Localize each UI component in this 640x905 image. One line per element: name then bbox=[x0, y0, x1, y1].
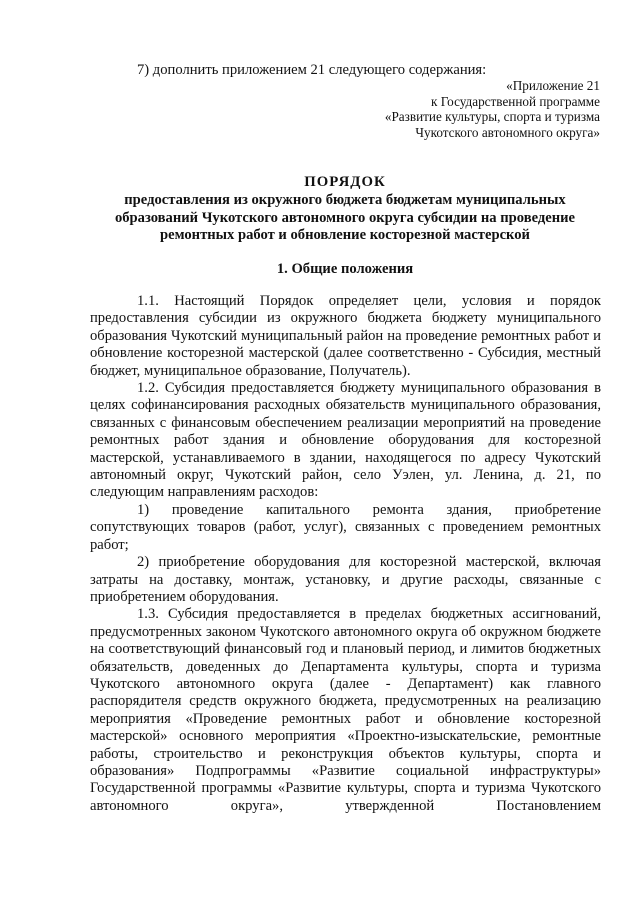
appendix-line: к Государственной программе bbox=[430, 93, 600, 109]
title-subtitle bbox=[90, 192, 600, 244]
title-main: ПОРЯДОК bbox=[304, 174, 386, 190]
title-sub-line: предоставления из окружного бюджета бюджетам муниципальных bbox=[124, 192, 566, 209]
intro-line: 7) дополнить приложением 21 следующего содержания: bbox=[137, 62, 487, 78]
list-item-2: 2) приобретение оборудования для косторезной мастерской, включая затраты на доставку, монтаж, установку, и другие расходы, связанные с приобретением оборудования. bbox=[90, 554, 601, 605]
appendix-line: «Развитие культуры, спорта и туризма bbox=[384, 109, 600, 125]
title-sub-line: образований Чукотского автономного округа субсидии на проведение bbox=[114, 209, 576, 226]
paragraph-1-2: 1.2. Субсидия предоставляется бюджету муниципального образования в целях софинансирования расходных обязательств муниципального образования, связанных с финансовым обеспечением реализации мероприятий на проведение ремонтных работ здания и обновление оборудования для косторезной мастерской, устанавливаемого в здании, находящегося по адресу Чукотский автономный округ, Чукотский район, село Уэлен, ул. Ленина, д. 21, по следующим направлениям расходов: bbox=[90, 380, 601, 501]
document-body bbox=[90, 293, 601, 815]
appendix-line: Чукотского автономного округа» bbox=[415, 124, 600, 140]
document-title bbox=[90, 174, 600, 245]
appendix-reference bbox=[270, 78, 600, 140]
paragraph-1-3: 1.3. Субсидия предоставляется в пределах бюджетных ассигнований, предусмотренных законом Чукотского автономного округа об окружном бюджете на соответствующий финансовый год и плановый период, и лимитов бюджетных обязательств, доведенных до Департамента культуры, спорта и туризма Чукотского автономного округа (далее - Департамент) как главного распорядителя средств окружного бюджета, предусмотренных на реализацию мероприятия «Проведение ремонтных работ и обновление косторезной мастерской» основного мероприятия «Проектно-изыскательские, ремонтные работы, строительство и реконструкция объектов культуры, спорта и образования» Подпрограммы «Развитие социальной инфраструктуры» Государственной программы «Развитие культуры, спорта и туризма Чукотского автономного округа», утвержденной Постановлением bbox=[90, 606, 601, 814]
paragraph-1-1: 1.1. Настоящий Порядок определяет цели, условия и порядок предоставления субсидии из окружного бюджета бюджету муниципального образования Чукотский муниципальный район на проведение ремонтных работ и обновление косторезной мастерской (далее соответственно - Субсидия, местный бюджет, муниципальное образование, Получатель). bbox=[90, 293, 601, 379]
title-sub-line: ремонтных работ и обновление косторезной мастерской bbox=[160, 227, 530, 244]
list-item-1: 1) проведение капитального ремонта здания, приобретение сопутствующих товаров (работ, услуг), связанных с проведением ремонтных работ; bbox=[90, 501, 601, 553]
section-heading: 1. Общие положения bbox=[276, 261, 414, 277]
appendix-line: «Приложение 21 bbox=[506, 78, 600, 93]
